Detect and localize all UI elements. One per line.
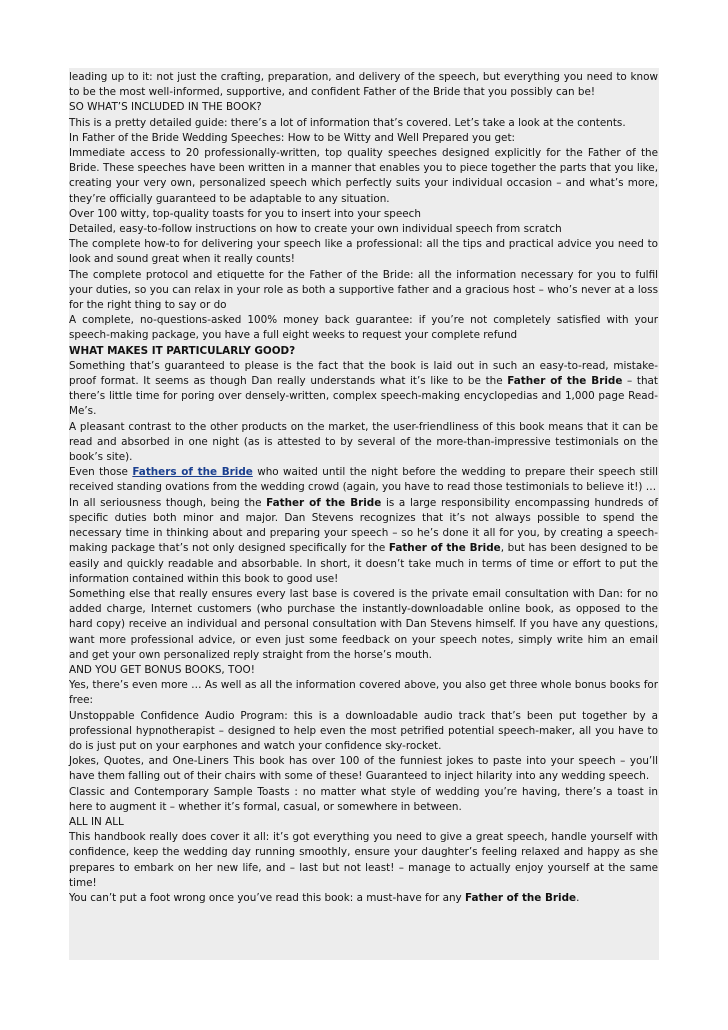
format-bold-phrase: Father of the Bride xyxy=(507,375,623,388)
feature-protocol: The complete protocol and etiquette for the Father of the Bride: all the information necessary for you to fulfil your duties, so you can relax in your role as both a supportive father and a gracious host – who’s never at a loss for the right thing to say or do xyxy=(69,268,658,312)
feature-guarantee: A complete, no-questions-asked 100% money back guarantee: if you’re not completely satisfied with your speech-making package, you have a full eight weeks to request your complete refund xyxy=(69,314,658,342)
book-title-line: In Father of the Bride Wedding Speeches: How to be Witty and Well Prepared you get: xyxy=(69,131,516,144)
format-text-a: Something that’s guaranteed to please is the fact that the book is laid out in such an easy-to-read, mistake-proof format. It seems as though Dan really understands what it’s like to be the xyxy=(69,359,658,388)
seriousness-bold-2: Father of the Bride xyxy=(388,542,501,555)
consultation-paragraph: Something else that really ensures every last base is covered is the private email consultation with Dan: for no added charge, Internet customers (who purchase the instantly-downloadable online book, as opposed to the hard copy) receive an individual and personal consultation with Dan Stevens himself. If you have any questions, want more professional advice, or even just some feedback on your speech notes, simply write him an email and get your own personalized reply straight from the horse’s mouth. xyxy=(69,587,658,661)
section-heading-good-text: WHAT MAKES IT PARTICULARLY GOOD? xyxy=(69,344,296,357)
format-paragraph xyxy=(69,359,658,420)
closing-paragraph xyxy=(69,891,658,906)
bonus-jokes: Jokes, Quotes, and One-Liners This book has over 100 of the funniest jokes to paste into your speech – you’ll have them falling out of their chairs with some of these! Guaranteed to inject hilarity into any wedding speech. xyxy=(69,755,658,783)
format-text-c: – that there’s little time for poring over densely-written, complex speech-making encyclopedias and 1,000 page Read-Me’s. xyxy=(69,375,658,418)
closing-text-c: . xyxy=(576,891,580,904)
closing-text-a: You can’t put a foot wrong once you’ve read this book: a must-have for any xyxy=(69,891,466,904)
closing-bold-phrase: Father of the Bride xyxy=(465,891,577,904)
contrast-paragraph: A pleasant contrast to the other products on the market, the user-friendliness of this book means that it can be read and absorbed in one night (as is attested to by several of the more-than-impressive testimonials on the book’s site). xyxy=(69,420,658,464)
section-heading-all-in-all: ALL IN ALL xyxy=(69,815,124,828)
seriousness-text-c: is a large responsibility encompassing hundreds of specific duties both minor and major. Dan Stevens recognizes that it’s not always possible to spend the necessary time in thinking about and preparing your speech – so he’s done it all for you, by creating a speech-making package that’s not only designed specifically for the xyxy=(69,496,658,555)
seriousness-text-e: , but has been designed to be easily and quickly readable and absorbable. In short, it doesn’t take much in terms of time or effort to put the information contained within this book to good use! xyxy=(69,542,658,585)
article-body xyxy=(69,70,658,906)
seriousness-text-a: In all seriousness though, being the xyxy=(69,496,267,509)
section-heading-good xyxy=(69,344,658,359)
bonus-intro-paragraph: Yes, there’s even more … As well as all the information covered above, you also get three whole bonus books for free: xyxy=(69,679,658,707)
summary-paragraph: This handbook really does cover it all: it’s got everything you need to give a great speech, handle yourself with confidence, keep the wedding day running smoothly, ensure your daughter’s feeling relaxed and happy as she prepares to embark on her new life, and – last but not least! – manage to actually enjoy yourself at the same time! xyxy=(69,831,658,889)
feature-speeches: Immediate access to 20 professionally-written, top quality speeches designed explicitly for the Father of the Bride. These speeches have been written in a manner that enables you to piece together the parts that you like, creating your very own, personalized speech which perfectly suits your individual occasion – and what’s more, they’re officially guaranteed to be adaptable to any situation. xyxy=(69,147,658,205)
feature-delivery: The complete how-to for delivering your speech like a professional: all the tips and practical advice you need to look and sound great when it really counts! xyxy=(69,238,658,266)
fathers-of-the-bride-link[interactable]: Fathers of the Bride xyxy=(132,466,253,479)
fathers-text-c: who waited until the night before the wedding to prepare their speech still received standing ovations from the wedding crowd (again, you have to read those testimonials to believe it!) … xyxy=(69,466,658,494)
bonus-toasts: Classic and Contemporary Sample Toasts : no matter what style of wedding you’re having, there’s a toast in here to augment it – whether it’s formal, casual, or somewhere in between. xyxy=(69,785,658,813)
section-heading-included: SO WHAT’S INCLUDED IN THE BOOK? xyxy=(69,101,262,114)
section-heading-bonus: AND YOU GET BONUS BOOKS, TOO! xyxy=(69,663,255,676)
feature-toasts: Over 100 witty, top-quality toasts for you to insert into your speech xyxy=(69,207,421,220)
seriousness-bold-1: Father of the Bride xyxy=(266,496,382,509)
fathers-paragraph xyxy=(69,465,658,495)
fathers-text-a: Even those xyxy=(69,466,133,479)
bonus-audio-program: Unstoppable Confidence Audio Program: this is a downloadable audio track that’s been put together by a professional hypnotherapist – designed to help even the most petrified potential speech-maker, all you have to do is just put on your earphones and watch your confidence sky-rocket. xyxy=(69,709,658,752)
seriousness-paragraph xyxy=(69,496,658,587)
intro-paragraph: leading up to it: not just the crafting, preparation, and delivery of the speech, but everything you need to know to be the most well-informed, supportive, and confident Father of the Bride that you possibly can be! xyxy=(69,71,658,99)
feature-instructions: Detailed, easy-to-follow instructions on how to create your own individual speech from scratch xyxy=(69,223,562,236)
contents-intro-paragraph: This is a pretty detailed guide: there’s a lot of information that’s covered. Let’s take a look at the contents. xyxy=(69,116,626,129)
